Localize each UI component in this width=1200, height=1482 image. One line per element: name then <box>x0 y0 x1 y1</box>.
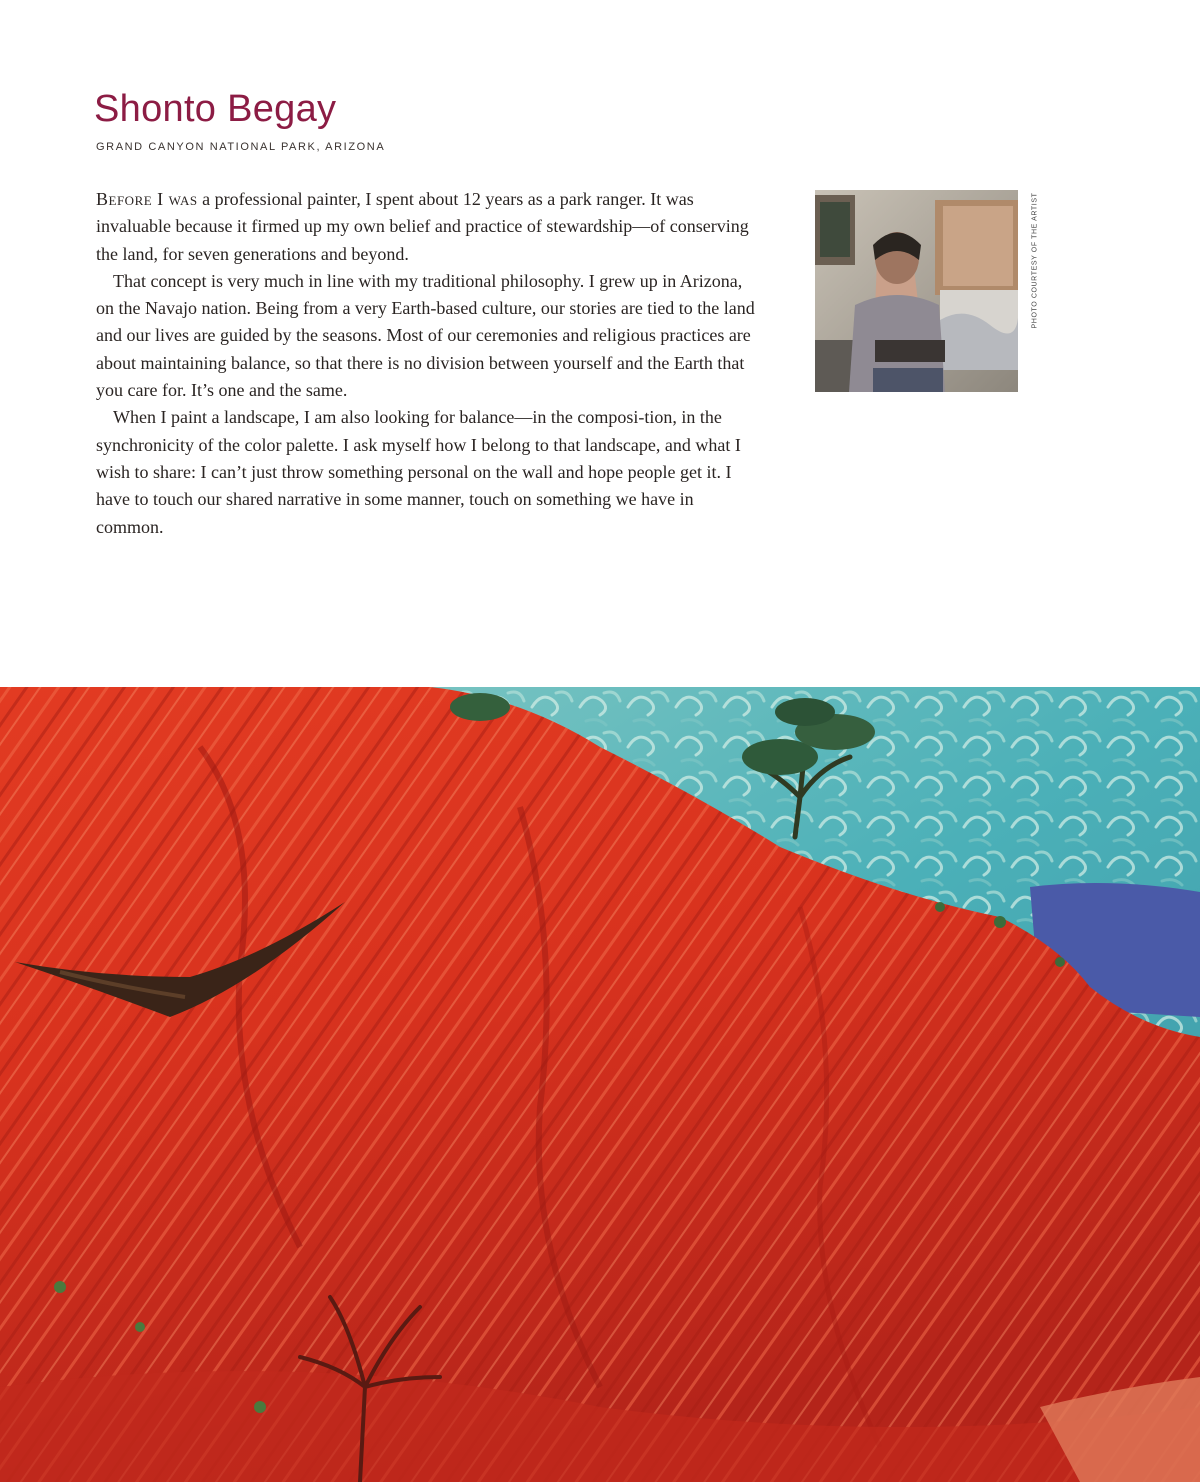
artist-portrait-photo <box>815 190 1018 392</box>
paragraph-3: When I paint a landscape, I am also looking for balance—in the composi-tion, in the synchronicity of the color palette. I ask myself how I belong to that landscape, and what I wish to share: I can’t just throw something personal on the wall and hope people get it. I have to touch our shared narrative in some manner, touch on something we have in common. <box>96 407 741 537</box>
photo-credit-text: PHOTO COURTESY OF THE ARTIST <box>1031 192 1039 329</box>
paragraph-2: That concept is very much in line with my traditional philosophy. I grew up in Arizona, on the Navajo nation. Being from a very Earth-based culture, our stories are tied to the land and our lives are guided by the seasons. Most of our ceremonies and religious practices are about maintaining balance, so that there is no division between yourself and the Earth that you care for. It’s one and the same. <box>96 270 755 401</box>
lead-in-small-caps: Before I was <box>96 189 198 209</box>
paragraph-1 <box>96 186 760 268</box>
location-subtitle: GRAND CANYON NATIONAL PARK, ARIZONA <box>96 141 386 153</box>
landscape-painting <box>0 687 1200 1482</box>
paragraph-1-text: a professional painter, I spent about 12 years as a park ranger. It was invaluable because it firmed up my own belief and practice of stewardship—of conserving the land, for seven generations and beyond. <box>96 189 749 264</box>
photo-credit <box>1030 190 1040 334</box>
article-body <box>96 186 760 541</box>
artist-name-title: Shonto Begay <box>94 88 337 130</box>
